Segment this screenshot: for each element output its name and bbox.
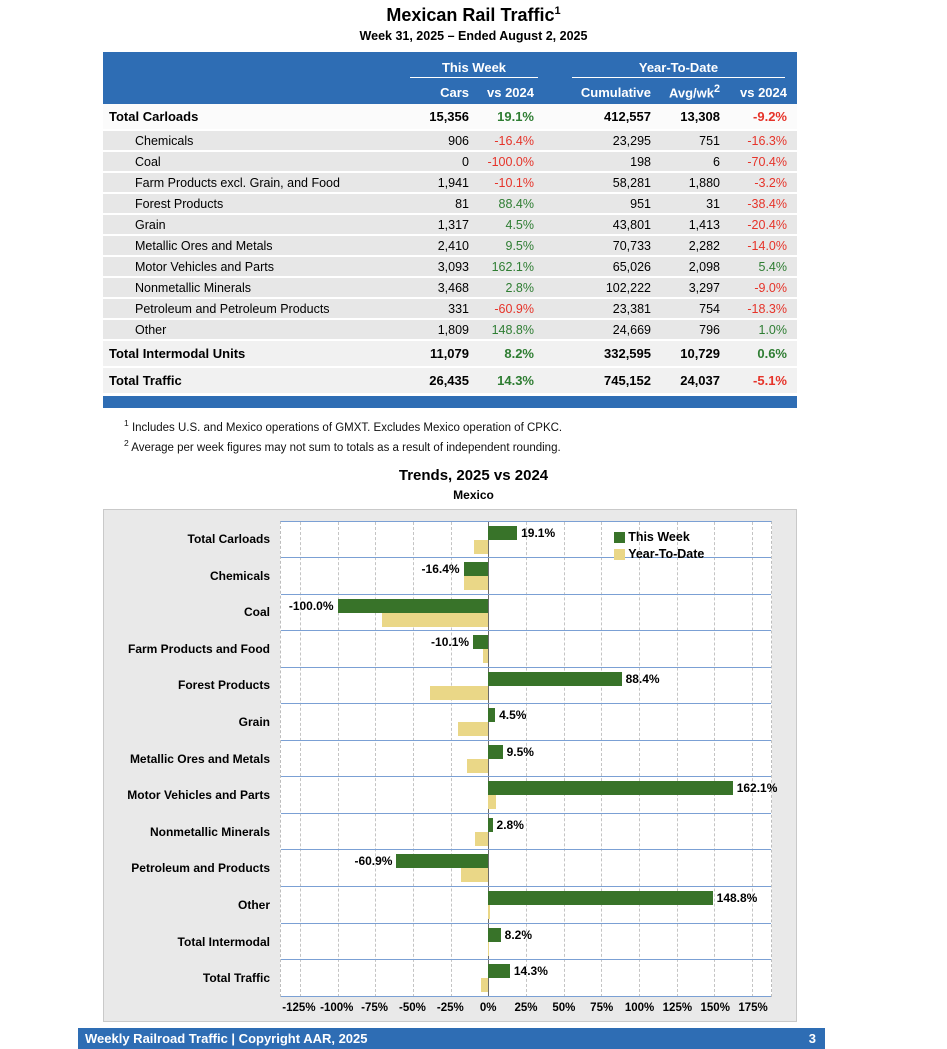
- bar-value-label: 2.8%: [496, 817, 524, 832]
- this-week-bar: [488, 708, 495, 722]
- x-axis-tick-label: 175%: [738, 1001, 768, 1014]
- chart-subtitle: Mexico: [453, 487, 494, 502]
- year-to-date-bar: [461, 868, 489, 882]
- this-week-bar: [488, 781, 732, 795]
- row-label: Total Carloads: [109, 109, 199, 124]
- this-week-bar: [338, 599, 489, 613]
- cell-cumulative: 745,152: [604, 373, 651, 388]
- this-week-bar: [464, 562, 489, 576]
- cell-cars: 1,809: [437, 322, 469, 337]
- group-header-year-to-date: [540, 60, 797, 78]
- column-header-avgwk-text: Avg/wk: [668, 85, 714, 101]
- chart-plot-area: [280, 521, 778, 997]
- bar-value-label: 8.2%: [504, 927, 533, 942]
- cell-avgwk: 2,282: [688, 238, 720, 253]
- footnote-1: [124, 418, 947, 434]
- cell-cumulative: 23,295: [612, 133, 651, 148]
- footnote-1-marker: 1: [124, 418, 129, 428]
- x-axis-tick-label: 150%: [700, 1001, 730, 1014]
- chart-legend: [614, 529, 704, 563]
- row-label: Motor Vehicles and Parts: [135, 259, 274, 274]
- chart-row: [281, 960, 771, 997]
- x-axis-tick-label: 0%: [479, 1001, 497, 1014]
- cell-avgwk: 6: [713, 154, 720, 169]
- table-column-header-row: [103, 80, 797, 104]
- year-to-date-bar: [481, 978, 489, 992]
- footer-bar: [78, 1028, 825, 1049]
- cell-cumulative: 23,381: [612, 301, 651, 316]
- chart-row: [281, 631, 771, 668]
- cell-tw-vs2024: 8.2%: [504, 346, 534, 361]
- x-axis-tick-label: 25%: [514, 1001, 538, 1014]
- year-to-date-bar: [458, 722, 489, 736]
- category-label: Total Traffic: [202, 971, 270, 986]
- x-axis-tick-label: 100%: [624, 1001, 655, 1014]
- row-label: Other: [135, 322, 167, 337]
- this-week-bar: [488, 672, 621, 686]
- cell-ytd-vs2024: -9.0%: [754, 280, 787, 295]
- cell-ytd-vs2024: -20.4%: [747, 217, 787, 232]
- cell-tw-vs2024: 2.8%: [505, 280, 534, 295]
- footnote-2-marker: 2: [124, 437, 129, 448]
- category-label: Petroleum and Products: [131, 861, 270, 876]
- column-header-ytd-vs2024: vs 2024: [740, 84, 787, 100]
- cell-ytd-vs2024: 0.6%: [757, 346, 787, 361]
- bar-value-label: 162.1%: [736, 781, 778, 796]
- trends-bar-chart: [103, 509, 797, 1022]
- table-group-header-row: [103, 57, 797, 80]
- page-title-text: Mexican Rail Traffic: [386, 5, 555, 25]
- row-label: Nonmetallic Minerals: [135, 280, 252, 295]
- cell-tw-vs2024: 88.4%: [498, 196, 534, 211]
- table-row: [103, 215, 797, 236]
- column-header-cumulative: Cumulative: [580, 84, 651, 100]
- bar-value-label: 19.1%: [521, 525, 556, 540]
- cell-ytd-vs2024: -5.1%: [753, 373, 787, 388]
- bar-value-label: -10.1%: [431, 635, 470, 650]
- category-label: Farm Products and Food: [127, 641, 270, 656]
- this-week-bar: [488, 526, 517, 540]
- row-label: Metallic Ores and Metals: [135, 238, 273, 253]
- table-bottom-bar: [103, 396, 797, 408]
- footnotes: [124, 418, 947, 454]
- cell-cumulative: 198: [630, 154, 651, 169]
- group-header-ytd-label: Year-To-Date: [572, 60, 785, 78]
- year-to-date-bar: [464, 576, 489, 590]
- row-label: Chemicals: [135, 133, 194, 148]
- x-axis-tick-label: 125%: [662, 1001, 693, 1014]
- cell-ytd-vs2024: -18.3%: [747, 301, 787, 316]
- category-label: Motor Vehicles and Parts: [127, 788, 270, 803]
- table-row: [103, 320, 797, 341]
- cell-cars: 26,435: [429, 373, 469, 388]
- column-header-avgwk-footnote-marker: 2: [713, 83, 720, 96]
- year-to-date-bar: [483, 649, 488, 663]
- cell-cars: 11,079: [429, 346, 469, 361]
- cell-tw-vs2024: 4.5%: [505, 217, 534, 232]
- chart-row: [281, 850, 771, 887]
- chart-row: [281, 887, 771, 924]
- table-row: [103, 236, 797, 257]
- x-axis-tick-label: -125%: [282, 1001, 316, 1014]
- cell-tw-vs2024: 9.5%: [505, 238, 534, 253]
- table-body: [103, 104, 797, 395]
- cell-avgwk: 751: [699, 133, 720, 148]
- cell-cumulative: 58,281: [612, 175, 651, 190]
- year-to-date-bar: [474, 540, 488, 554]
- cell-cumulative: 70,733: [612, 238, 651, 253]
- year-to-date-bar: [488, 795, 496, 809]
- bar-value-label: -60.9%: [354, 854, 393, 869]
- cell-avgwk: 31: [706, 196, 720, 211]
- group-header-this-week-label: This Week: [410, 60, 538, 78]
- column-header-avgwk: [655, 83, 724, 100]
- cell-ytd-vs2024: -38.4%: [747, 196, 787, 211]
- row-label: Grain: [135, 217, 166, 232]
- group-header-this-week: [408, 60, 540, 78]
- chart-row: [281, 595, 771, 632]
- cell-cumulative: 102,222: [605, 280, 651, 295]
- cell-cars: 3,468: [437, 280, 469, 295]
- cell-cars: 0: [462, 154, 469, 169]
- cell-avgwk: 796: [699, 322, 720, 337]
- table-row: [103, 278, 797, 299]
- bar-value-label: 4.5%: [499, 708, 527, 723]
- category-label: Total Carloads: [187, 531, 270, 546]
- chart-row: [281, 924, 771, 961]
- cell-cars: 906: [448, 133, 469, 148]
- year-to-date-bar: [467, 759, 488, 773]
- legend-label: Year-To-Date: [628, 546, 705, 561]
- cell-cumulative: 951: [630, 196, 651, 211]
- table-header: [103, 52, 797, 104]
- cell-tw-vs2024: 19.1%: [497, 109, 534, 124]
- footer-left-text: Weekly Railroad Traffic | Copyright AAR, 2025: [85, 1030, 368, 1046]
- cell-tw-vs2024: -16.4%: [494, 133, 534, 148]
- chart-row: [281, 558, 771, 595]
- cell-cars: 1,941: [437, 175, 469, 190]
- category-label: Nonmetallic Minerals: [149, 824, 270, 839]
- year-to-date-bar: [488, 905, 490, 919]
- table-row: [103, 194, 797, 215]
- cell-avgwk: 1,413: [688, 217, 720, 232]
- cell-avgwk: 1,880: [688, 175, 720, 190]
- cell-cars: 331: [448, 301, 469, 316]
- cell-ytd-vs2024: 1.0%: [758, 322, 787, 337]
- chart-row: [281, 668, 771, 705]
- category-label: Total Intermodal: [177, 934, 270, 949]
- cell-cumulative: 412,557: [604, 109, 651, 124]
- category-label: Metallic Ores and Metals: [129, 751, 270, 766]
- table-row: [103, 257, 797, 278]
- x-axis-tick-label: -100%: [320, 1001, 354, 1014]
- page-title: [0, 5, 947, 26]
- cell-cars: 81: [455, 196, 469, 211]
- this-week-bar: [473, 635, 488, 649]
- category-label: Chemicals: [209, 568, 270, 583]
- chart-row: [281, 704, 771, 741]
- cell-cumulative: 65,026: [612, 259, 651, 274]
- category-label: Coal: [243, 605, 270, 620]
- this-week-bar: [488, 818, 492, 832]
- cell-avgwk: 10,729: [680, 346, 720, 361]
- cell-avgwk: 24,037: [680, 373, 720, 388]
- cell-cars: 3,093: [437, 259, 469, 274]
- bar-value-label: 9.5%: [506, 744, 534, 759]
- page-subtitle: Week 31, 2025 – Ended August 2, 2025: [359, 29, 588, 43]
- year-to-date-bar: [488, 942, 489, 956]
- category-label: Other: [237, 898, 270, 913]
- cell-cumulative: 332,595: [604, 346, 651, 361]
- this-week-bar: [488, 928, 500, 942]
- bar-value-label: -100.0%: [288, 598, 334, 613]
- column-header-tw-vs2024: vs 2024: [487, 84, 534, 100]
- cell-ytd-vs2024: -9.2%: [753, 109, 787, 124]
- table-row: [103, 152, 797, 173]
- legend-item-year-to-date: [614, 546, 704, 563]
- cell-tw-vs2024: -100.0%: [487, 154, 534, 169]
- cell-cumulative: 24,669: [612, 322, 651, 337]
- cell-ytd-vs2024: -16.3%: [747, 133, 787, 148]
- row-label: Petroleum and Petroleum Products: [135, 301, 330, 316]
- x-axis-tick-label: -75%: [361, 1001, 389, 1014]
- legend-item-this-week: [614, 529, 704, 546]
- cell-cars: 2,410: [437, 238, 469, 253]
- cell-cars: 1,317: [437, 217, 469, 232]
- row-label: Total Traffic: [109, 373, 182, 388]
- footer-page-number: 3: [808, 1030, 816, 1046]
- year-to-date-bar: [382, 613, 488, 627]
- category-label: Grain: [238, 715, 270, 729]
- cell-ytd-vs2024: -14.0%: [747, 238, 787, 253]
- cell-cumulative: 43,801: [612, 217, 651, 232]
- this-week-bar: [488, 964, 510, 978]
- x-axis-tick-label: 50%: [552, 1001, 576, 1014]
- cell-ytd-vs2024: 5.4%: [758, 259, 787, 274]
- row-label: Farm Products excl. Grain, and Food: [135, 175, 340, 190]
- cell-tw-vs2024: -10.1%: [494, 175, 534, 190]
- category-label: Forest Products: [177, 678, 270, 693]
- table-row: [103, 299, 797, 320]
- cell-tw-vs2024: -60.9%: [494, 301, 534, 316]
- this-week-bar: [488, 891, 712, 905]
- table-row: [103, 131, 797, 152]
- table-row: [103, 104, 797, 131]
- this-week-bar: [488, 745, 502, 759]
- chart-row: [281, 741, 771, 778]
- bar-value-label: 88.4%: [625, 671, 660, 686]
- cell-tw-vs2024: 162.1%: [491, 259, 534, 274]
- cell-avgwk: 13,308: [680, 109, 720, 124]
- row-label: Coal: [135, 154, 161, 169]
- year-to-date-bar: [430, 686, 488, 700]
- cell-avgwk: 3,297: [688, 280, 720, 295]
- chart-x-axis: [280, 1002, 772, 1018]
- chart-category-labels: [104, 521, 276, 997]
- legend-swatch-icon: [614, 532, 625, 543]
- footnote-1-text: Includes U.S. and Mexico operations of GMXT. Excludes Mexico operation of CPKC.: [131, 421, 563, 434]
- cell-tw-vs2024: 148.8%: [491, 322, 534, 337]
- cell-ytd-vs2024: -3.2%: [754, 175, 787, 190]
- row-label: Forest Products: [135, 196, 224, 211]
- table-row: [103, 173, 797, 194]
- legend-label: This Week: [628, 529, 690, 544]
- chart-row: [281, 814, 771, 851]
- table-row: [103, 341, 797, 368]
- footnote-2-text: Average per week figures may not sum to totals as a result of independent rounding.: [131, 441, 561, 454]
- cell-cars: 15,356: [429, 109, 469, 124]
- year-to-date-bar: [475, 832, 489, 846]
- traffic-table: [103, 52, 797, 408]
- cell-tw-vs2024: 14.3%: [497, 373, 534, 388]
- column-header-cars: Cars: [440, 84, 469, 100]
- bar-value-label: 14.3%: [513, 964, 548, 979]
- x-axis-tick-label: 75%: [590, 1001, 614, 1014]
- cell-avgwk: 2,098: [688, 259, 720, 274]
- x-axis-tick-label: -25%: [436, 1001, 464, 1014]
- page-title-footnote-marker: 1: [554, 5, 561, 17]
- chart-row: [281, 777, 778, 814]
- table-row: [103, 368, 797, 395]
- x-axis-tick-label: -50%: [399, 1001, 426, 1014]
- row-label: Total Intermodal Units: [109, 346, 246, 361]
- bar-value-label: 148.8%: [716, 890, 758, 905]
- legend-swatch-icon: [614, 549, 625, 560]
- chart-title: Trends, 2025 vs 2024: [398, 466, 549, 484]
- cell-ytd-vs2024: -70.4%: [747, 154, 787, 169]
- footnote-2: [124, 438, 947, 454]
- bar-value-label: -16.4%: [421, 562, 460, 577]
- this-week-bar: [396, 854, 488, 868]
- cell-avgwk: 754: [699, 301, 720, 316]
